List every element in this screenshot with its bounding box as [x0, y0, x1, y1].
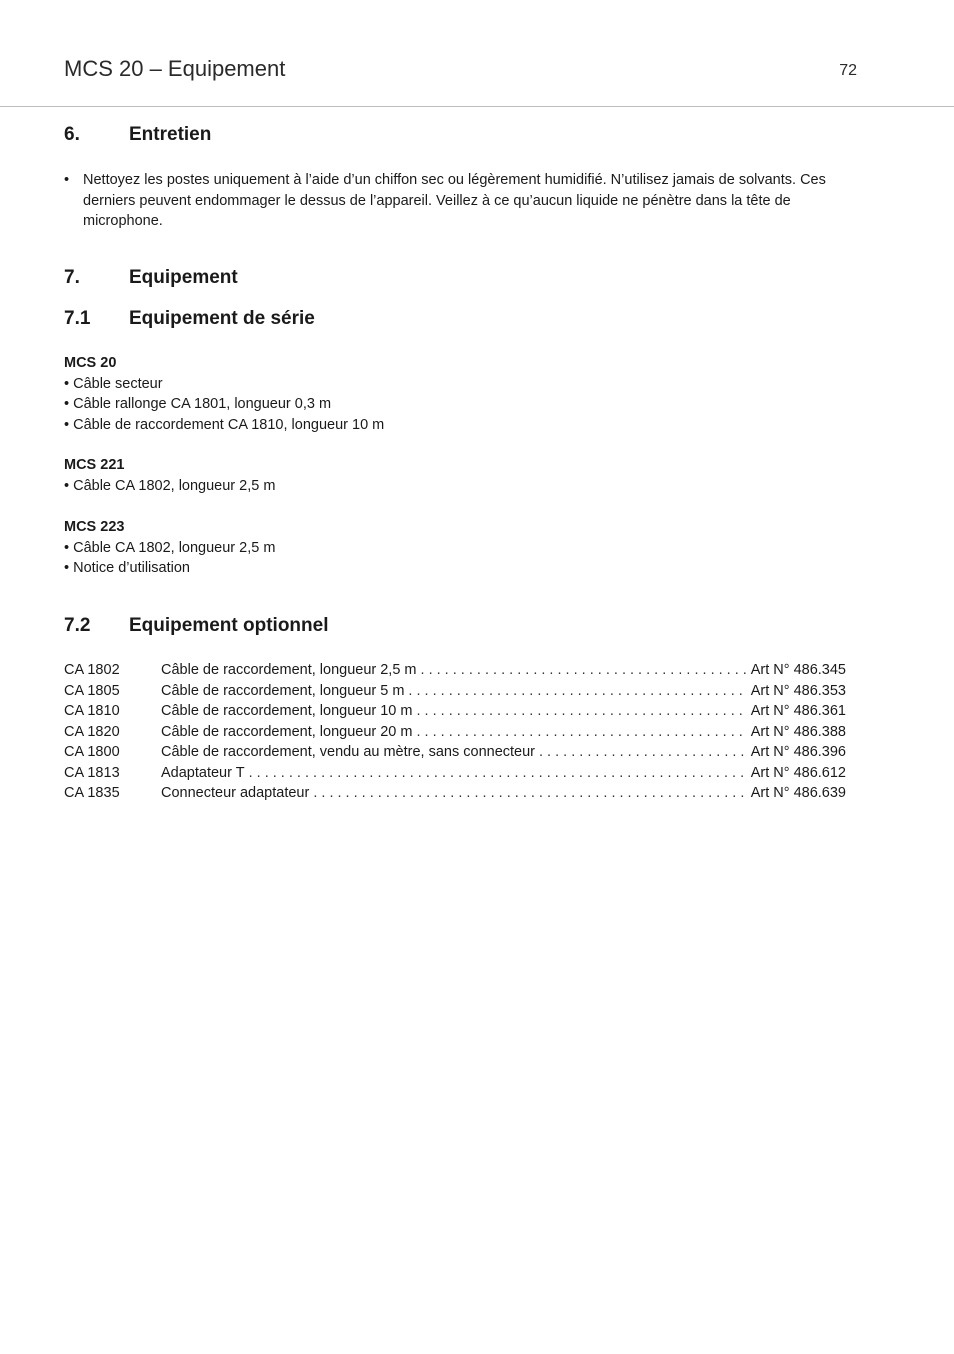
- standard-equipment-group-mcs223: [64, 517, 275, 579]
- article-description: Câble de raccordement, longueur 2,5 m: [161, 662, 417, 678]
- list-item: • Câble CA 1802, longueur 2,5 m: [64, 539, 276, 556]
- optional-equipment-table: [64, 660, 846, 804]
- table-row: [64, 722, 846, 743]
- article-description: Câble de raccordement, vendu au mètre, sans connecteur: [161, 744, 535, 760]
- table-row: [64, 701, 846, 722]
- article-code: CA 1820: [64, 723, 120, 740]
- dot-leader: [249, 763, 747, 784]
- article-description: Câble de raccordement, longueur 5 m: [161, 682, 405, 699]
- table-row: [64, 681, 846, 702]
- dot-leader: [408, 681, 746, 702]
- item-list: [64, 374, 384, 436]
- article-code: CA 1805: [64, 682, 120, 699]
- article-code: CA 1810: [64, 703, 120, 719]
- group-title: MCS 221: [64, 457, 125, 473]
- standard-equipment-group-mcs20: [64, 353, 384, 435]
- article-code: CA 1813: [64, 764, 120, 781]
- dot-leader: [416, 701, 746, 722]
- article-number: Art N° 486.345: [750, 662, 846, 678]
- article-number: Art N° 486.396: [750, 744, 846, 760]
- standard-equipment-group-mcs221: [64, 455, 275, 496]
- section-7-1-number: 7.1: [64, 308, 91, 329]
- dot-leader: [539, 742, 747, 763]
- table-row: [64, 742, 846, 763]
- article-code: CA 1800: [64, 744, 120, 760]
- list-item: • Câble CA 1802, longueur 2,5 m: [64, 477, 276, 494]
- bullet-marker: •: [64, 172, 70, 188]
- table-row: [64, 783, 846, 804]
- table-row: [64, 660, 846, 681]
- list-item: • Câble secteur: [64, 375, 163, 392]
- dot-leader: [421, 660, 747, 681]
- article-description: Connecteur adaptateur: [161, 785, 310, 801]
- list-item: • Câble rallonge CA 1801, longueur 0,3 m: [64, 396, 332, 412]
- page-header: [0, 0, 954, 107]
- section-6-heading: [64, 124, 211, 146]
- article-description: Câble de raccordement, longueur 20 m: [161, 723, 413, 740]
- maintenance-paragraph: Nettoyez les postes uniquement à l’aide d’un chiffon sec ou légèrement humidifié. N’utilisez jamais de solvants. Ces derniers peuvent endommager le dessus de l’appareil. Veillez à ce qu’aucun liquide ne pénètre dans la tête de microphone.: [83, 172, 826, 229]
- page-number: 72: [839, 62, 857, 79]
- section-7-2-number: 7.2: [64, 615, 91, 636]
- article-number: Art N° 486.388: [750, 723, 846, 740]
- article-number: Art N° 486.361: [750, 703, 846, 719]
- maintenance-bullet: [64, 170, 864, 232]
- article-description: Câble de raccordement, longueur 10 m: [161, 703, 413, 719]
- article-number: Art N° 486.639: [750, 785, 846, 801]
- dot-leader: [416, 722, 746, 743]
- section-6-number: 6.: [64, 124, 80, 145]
- item-list: [64, 476, 275, 497]
- article-description: Adaptateur T: [161, 764, 245, 781]
- article-number: Art N° 486.612: [750, 764, 846, 781]
- section-7-title: Equipement: [129, 267, 238, 288]
- section-7-heading: [64, 267, 238, 289]
- section-7-2-heading: [64, 615, 329, 637]
- section-6-title: Entretien: [129, 124, 212, 145]
- section-7-number: 7.: [64, 267, 80, 288]
- group-title: MCS 20: [64, 355, 117, 371]
- item-list: [64, 538, 275, 579]
- article-code: CA 1802: [64, 662, 120, 678]
- section-7-2-title: Equipement optionnel: [129, 615, 329, 636]
- section-7-1-title: Equipement de série: [129, 308, 315, 329]
- table-row: [64, 763, 846, 784]
- section-7-1-heading: [64, 308, 315, 330]
- list-item: • Câble de raccordement CA 1810, longueur 10 m: [64, 416, 385, 433]
- document-title: MCS 20 – Equipement: [64, 56, 286, 81]
- article-number: Art N° 486.353: [750, 682, 846, 699]
- list-item: • Notice d’utilisation: [64, 560, 190, 576]
- dot-leader: [313, 783, 746, 804]
- group-title: MCS 223: [64, 519, 125, 535]
- article-code: CA 1835: [64, 785, 120, 801]
